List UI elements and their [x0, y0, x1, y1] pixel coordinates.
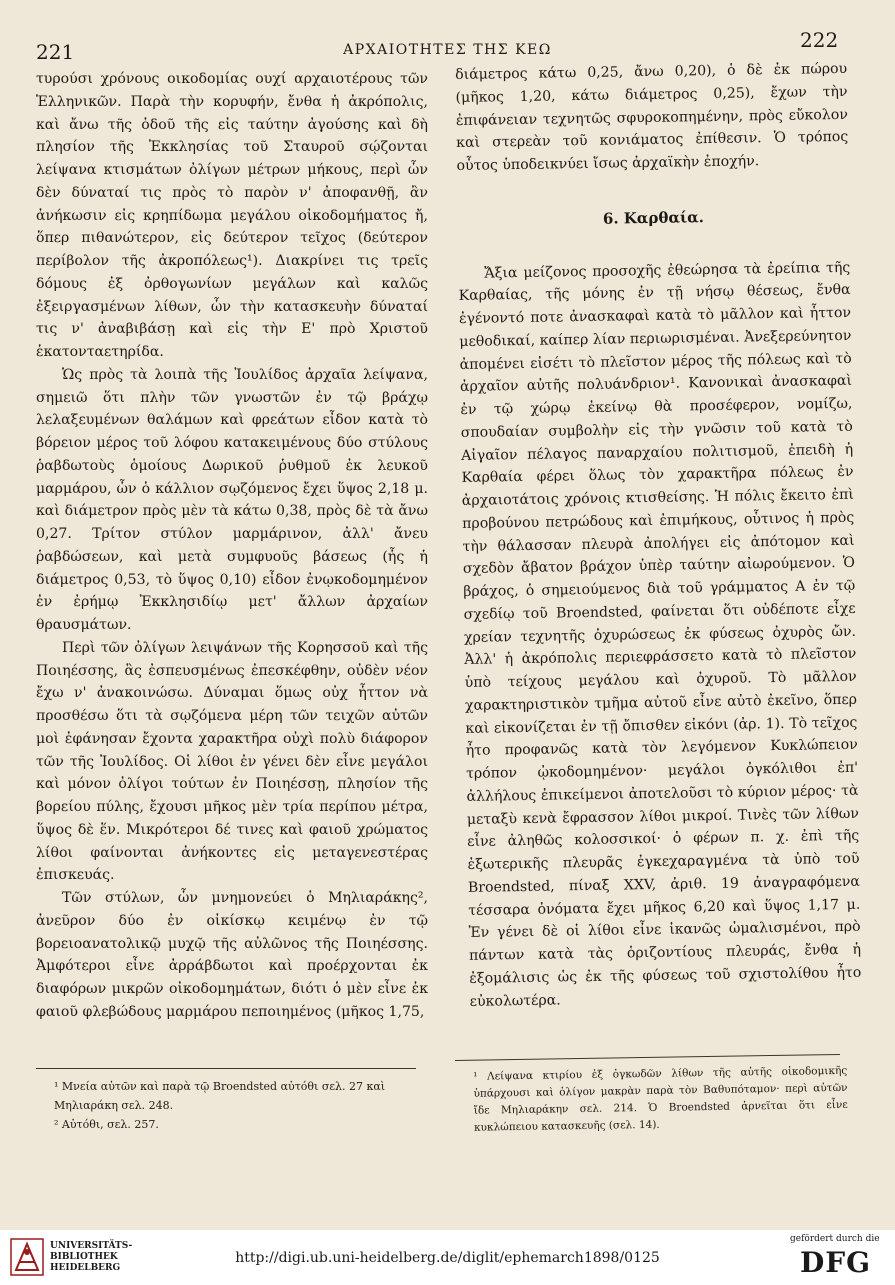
left-paragraph-3: Περὶ τῶν ὀλίγων λειψάνων τῆς Κορησσοῦ καὶ τῆς Ποιηέσσης, ἃς ἐσπευσμένως ἐπεσκέφθην, οὐδὲν νέον ἔχω ν' ἀνακοινώσω. Δύναμαι ὅμως οὐχ ἧττον νὰ προσθέσω ὅτι τὰ σῳζόμενα μέρη τῶν τειχῶν αὐτῶν μοὶ ἐφάνησαν ἔχοντα χαρακτῆρα οὐχὶ πολὺ διάφορον τῶν τῆς Ἰουλίδος. Οἱ λίθοι ἐν γένει δὲν εἶνε μεγάλοι καὶ μόνον ὀλίγοι τούτων ἐν Ποιηέσσῃ, πλησίον τῆς βορείου πύλης, ἔχουσι μῆκος μὲν τρία περίπου μέτρα, ὕψος δὲ ἕν. Μικρότεροι δέ τινες καὶ φαιοῦ χρώματος λίθοι φαίνονται ἀνήκοντες εἰς μεταγενεστέρας ἐπισκευάς. [36, 639, 428, 884]
right-footnotes [455, 1054, 848, 1137]
running-title: ΑΡΧΑΙΟΤΗΤΕΣ ΤΗΣ ΚΕΩ [343, 42, 552, 58]
right-page-number: 222 [800, 28, 839, 52]
left-column [36, 68, 428, 1024]
section-title: 6. Καρθαία. [602, 207, 705, 228]
left-paragraph-2: Ὡς πρὸς τὰ λοιπὰ τῆς Ἰουλίδος ἀρχαῖα λείψανα, σημειῶ ὅτι πλὴν τῶν γνωστῶν ἐν τῷ βράχῳ λελαξευμένων θαλάμων καὶ φρεάτων εἶδον κατὰ τὸ βόρειον μέρος τοῦ λόφου κατακειμένους δύο στύλους ῥαβδωτοὺς ὁμοίους Δωρικοῦ ῥυθμοῦ ἐκ λευκοῦ μαρμάρου, ὧν ὁ κάλλιον σῳζόμενος ἔχει ὕψος 2,18 μ. καὶ διάμετρον πρὸς μὲν τὰ κάτω 0,38, πρὸς δὲ τὰ ἄνω 0,27. Τρίτον στύλον μαρμάρινον, ἀλλ' ἄνευ ῥαβδώσεων, καὶ μετὰ συμφυοῦς βάσεως (ἧς ἡ διάμετρος 0,53, τὸ ὕψος 0,10) εἶδον ἐνῳκοδομημένον ἐν ἐρήμῳ Ἐκκλησιδίῳ μετ' ἄλλων ἀρχαίων θραυσμάτων. [36, 366, 428, 633]
left-footnote-2: ² Αὐτόθι, σελ. 257. [54, 1118, 159, 1131]
library-name-line-1: UNIVERSITÄTS- [50, 1241, 133, 1251]
left-footnotes [36, 1068, 428, 1134]
right-footnote-1: ¹ Λείψανα κτιρίου ἐξ ὀγκωδῶν λίθων τῆς αὐτῆς οἰκοδομικῆς ὑπάρχουσι καὶ ὀλίγον μακρὰν παρὰ τὸν Βαθυπόταμον· περὶ αὐτῶν ἴδε Μηλιαράκην σελ. 214. Ὁ Broendsted ἀρνεῖται ὅτι εἶνε κυκλώπειου κατασκευῆς (σελ. 14). [473, 1064, 848, 1134]
left-footnote-1: ¹ Μνεία αὐτῶν καὶ παρὰ τῷ Broendsted αὐτόθι σελ. 27 καὶ Μηλιαράκη σελ. 248. [54, 1080, 386, 1112]
library-name-line-2: BIBLIOTHEK [50, 1252, 118, 1262]
footnote-rule [455, 1054, 840, 1061]
right-paragraph-top: διάμετρος κάτω 0,25, ἄνω 0,20), ὁ δὲ ἐκ πώρου (μῆκος 1,20, κάτω διάμετρος 0,25), ἔχων τὴν ἐπιφάνειαν τεχνητῶς σφυροκοπημένην, πρὸς εὔκολον καὶ στερεὰν τοῦ κονιάματος ἐπίθεσιν. Ὁ τρόπος οὗτος ὑποδεικνύει ἴσως ἀρχαϊκὴν ἐποχήν. [455, 60, 849, 174]
left-paragraph-4: Τῶν στύλων, ὧν μνημονεύει ὁ Μηλιαράκης², ἀνεῦρον δύο ἐν οἰκίσκῳ κειμένῳ ἐν τῷ βορειοανατολικῷ μυχῷ τῆς αὐλῶνος τῆς Ποιηέσσης. Ἀμφότεροι εἶνε ἀρράβδωτοι καὶ προέρχονται ἐκ διαφόρων μικρῶν οἰκοδομημάτων, διότι ὁ μὲν εἶνε ἐκ φαιοῦ φλεβώδους μαρμάρου πεποιημένος (μῆκος 1,75, [36, 890, 428, 1020]
left-paragraph-1: τυρούσι χρόνους οικοδομίας ουχί αρχαιοτέρους τῶν Ἑλληνικῶν. Παρὰ τὴν κορυφήν, ἔνθα ἡ ἀκρόπολις, καὶ ἄνω τῆς ὁδοῦ τῆς εἰς ταύτην ἀγούσης καὶ δὴ πλησίον τῆς Ἐκκλησίας τοῦ Σταυροῦ σῴζονται λείψανα κτισμάτων ὀλίγων μέτρων μήκους, περὶ ὧν δὲν δύναταί τις πρὸς τὸ παρὸν ν' ἀποφανθῇ, ἂν ἀνήκωσιν εἰς κρηπίδωμα μεγάλου οἰκοδομήματος ἤ, ὅπερ πιθανώτερον, εἰς δεύτερον τεῖχος (δεύτερον περίβολον τῆς ἀκροπόλεως¹). Διακρίνει τις τρεῖς δόμους ἐξ ὀρθογωνίων μεγάλων καὶ καλῶς ἐξειργασμένων λίθων, ὧν τὴν κατασκευὴν δύναταί τις ν' ἀναβιβάσῃ καὶ εἰς τὴν Ε' πρὸ Χριστοῦ ἑκατονταετηρίδα. [36, 71, 428, 360]
dfg-logo[interactable]: DFG [800, 1246, 872, 1279]
library-name-line-3: HEIDELBERG [50, 1263, 121, 1273]
right-column [455, 58, 862, 1013]
footnote-rule [36, 1068, 416, 1069]
right-paragraph-body: Ἄξια μείζονος προσοχῆς ἐθεώρησα τὰ ἐρείπια τῆς Καρθαίας, τῆς μόνης ἐν τῇ νήσῳ θέσεως, ἔνθα ἐγένοντό ποτε ἀνασκαφαὶ κατὰ τὸ μᾶλλον καὶ ἧττον μεθοδικαί, καίπερ λίαν περιωρισμέναι. Ἀνεξερεύνητον ἀπομένει εἰσέτι τὸ πλεῖστον μέρος τῆς πόλεως καὶ τὸ ἀρχαῖον αὐτῆς πολυάνδριον¹. Κανονικαὶ ἀνασκαφαὶ ἐν τῷ χώρῳ ἐκείνῳ θὰ προσέφερον, νομίζω, σπουδαίαν συμβολὴν εἰς τὴν γνῶσιν τοῦ κατὰ τὸ Αἰγαῖον πέλαγος παναρχαίου πολιτισμοῦ, ἐπειδὴ ἡ Καρθαία φέρει ὅλως τὸν χαρακτῆρα πόλεως ἐν ἀρχαιοτάτοις χρόνοις κτισθείσης. Ἡ πόλις ἔκειτο ἐπὶ προβούνου πετρώδους καὶ ἐπιμήκους, οὗτινος ἡ πρὸς τὴν θάλασσαν πλευρὰ ἀπολήγει εἰς ἀπότομον καὶ σχεδὸν ἄβατον βράχον ὑπὲρ ταύτην αἰωρούμενον. Ὁ βράχος, ὁ σημειούμενος διὰ τοῦ γράμματος Α ἐν τῷ σχεδίῳ τοῦ Broendsted, φαίνεται ὅτι οὐδέποτε εἶχε χρείαν τεχνητῆς ὀχυρώσεως ἐκ φύσεως ὀχυρὸς ὤν. Ἀλλ' ἡ ἀκρόπολις περιεφράσσετο κατὰ τὸ πλεῖστον ὑπὸ τείχους μεγάλου καὶ ὀχυροῦ. Τὸ μᾶλλον χαρακτηριστικὸν τμῆμα αὐτοῦ εἶνε αὐτὸ ἐκεῖνο, ὅπερ καὶ εἰκονίζεται ἐν τῇ ὄπισθεν εἰκόνι (ἀρ. 1). Τὸ τεῖχος ἦτο προφανῶς κατὰ τὸν λεγόμενον Κυκλώπειον τρόπον ᾠκοδομημένον· μεγάλοι ὀγκόλιθοι ἐπ' ἀλλήλους ἐπικείμενοι ἀποτελοῦσι τὸ κύριον μέρος· τὰ μεταξὺ κενὰ ἔφρασσον λίθοι μικροί. Τινὲς τῶν λίθων εἶνε ἀληθῶς κολοσσικοί· ὁ φέρων π. χ. ἐπὶ τῆς ἐξωτερικῆς πλευρᾶς ἐγκεχαραγμένα τὰ ὑπὸ τοῦ Broendsted, πίναξ XXV, ἀριθ. 19 ἀναγραφόμενα τέσσαρα ὀνόματα ἔχει μῆκος 6,20 καὶ ὕψος 1,17 μ. Ἐν γένει δὲ οἱ λίθοι εἶνε ἱκανῶς ὡμαλισμένοι, πρὸ πάντων κατὰ τὰς ὁριζοντίους πλευράς, ἔνθα ἡ ἐξομάλισις ὡς ἐκ τῆς φύσεως τοῦ σχιστολίθου ἦτο εὐκολωτέρα. [458, 259, 862, 1010]
funding-note: gefördert durch die [790, 1234, 880, 1244]
permalink-url[interactable]: http://digi.ub.uni-heidelberg.de/diglit/ephemarch1898/0125 [235, 1250, 660, 1266]
left-page-number: 221 [36, 40, 75, 64]
